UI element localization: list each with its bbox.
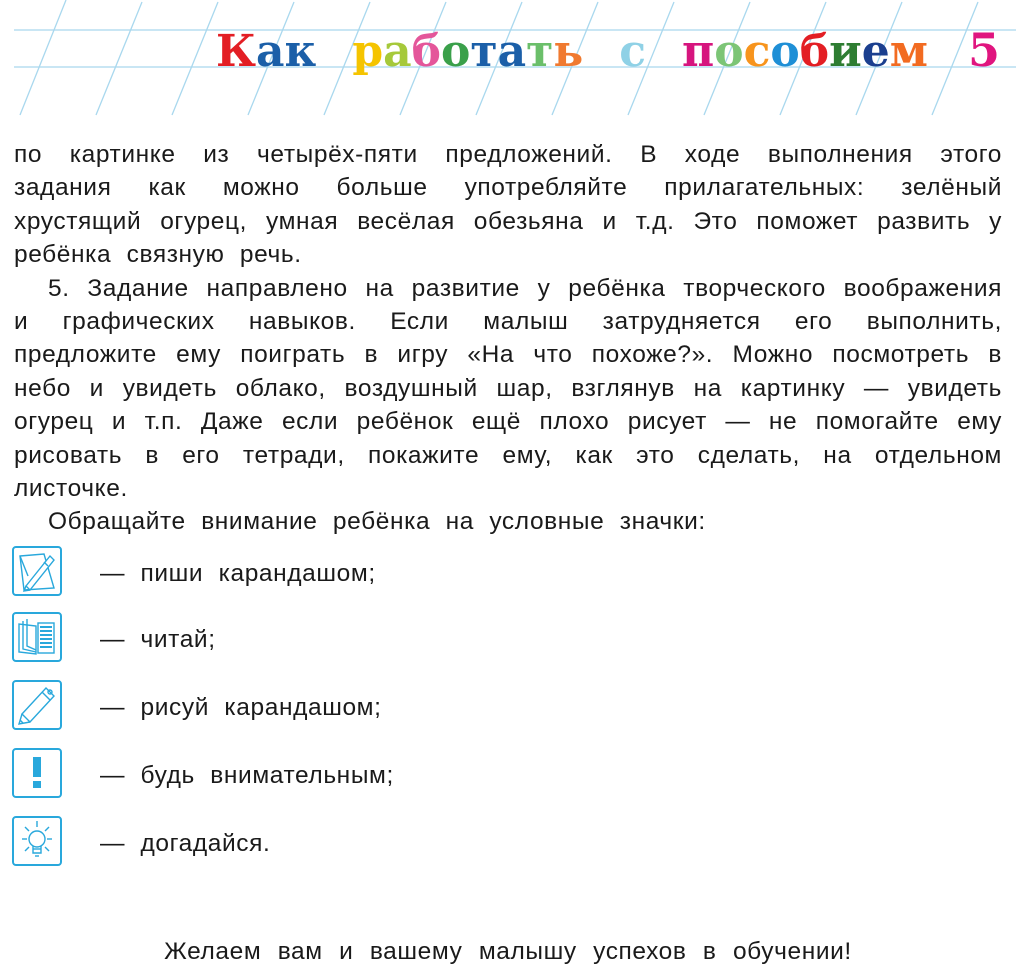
title-letter: а: [497, 26, 527, 77]
legend-label: — читай;: [100, 626, 216, 653]
paragraph-icons-intro: Обращайте внимание ребёнка на условные значки:: [48, 508, 706, 536]
legend-item-attention: [12, 748, 512, 802]
title-word: [352, 26, 583, 77]
paragraph-continuation: по картинке из четырёх-пяти предложений. В ходе выполнения этого задания как можно больше употребляйте прилагательных: зелёный хрустящий огурец, умная весёлая обезьяна и т.д. Это поможет развить у ребёнка связную речь.: [14, 141, 1002, 269]
closing-wish: Желаем вам и вашему малышу успехов в обучении!: [164, 938, 852, 965]
title-letter: м: [889, 26, 929, 77]
paragraph-task-5: 5. Задание направлено на развитие у ребёнка творческого воображения и графических навыков. Если малыш затрудняется его выполнить, предложите ему поиграть в игру «На что похоже?». Можно посмотреть в небо и увидеть облако, воздушный шар, взглянув на картинку — увидеть огурец и т.п. Даже если ребёнок ещё плохо рисует — не помогайте ему рисовать в его тетради, покажите ему, как это сделать, на отдельном листочке.: [14, 274, 1002, 503]
title-letter: к: [284, 26, 317, 77]
lightbulb-icon: [12, 816, 62, 866]
title-letter: р: [352, 26, 384, 77]
title-letter: а: [256, 26, 285, 77]
legend-label: — догадайся.: [100, 830, 271, 857]
legend-item-guess: [12, 816, 512, 870]
page-header: [0, 0, 1016, 120]
pen-on-paper-icon: [12, 546, 62, 596]
legend-label: — пиши карандашом;: [100, 560, 376, 587]
title-letter: п: [682, 26, 715, 77]
title-letter: ь: [553, 26, 584, 77]
title-letter: т: [470, 26, 498, 77]
title-letter: б: [411, 26, 441, 77]
legend-item-read: [12, 612, 512, 666]
open-book-icon: [12, 612, 62, 662]
exclamation-icon: [12, 748, 62, 798]
pencil-icon: [12, 680, 62, 730]
title-letter: и: [829, 26, 862, 77]
title-word: [619, 26, 646, 77]
title-word: [216, 26, 316, 77]
title-letter: о: [714, 26, 744, 77]
title-letter: с: [743, 26, 771, 77]
title-letter: К: [216, 26, 257, 77]
legend-label: — будь внимательным;: [100, 762, 394, 789]
legend-item-write: [12, 546, 512, 600]
title-letter: о: [440, 26, 471, 77]
legend-item-draw: [12, 680, 512, 734]
instruction-text: [14, 138, 1002, 539]
title-letter: с: [619, 26, 647, 77]
title-letter: е: [861, 26, 890, 77]
title-letter: о: [770, 26, 800, 77]
title-letter: б: [799, 26, 830, 77]
legend-label: — рисуй карандашом;: [100, 694, 382, 721]
page-number: 5: [968, 23, 1001, 77]
title-letter: а: [383, 26, 412, 77]
title-letter: т: [526, 26, 554, 77]
title-word: [682, 26, 928, 77]
page-title: [216, 24, 964, 80]
